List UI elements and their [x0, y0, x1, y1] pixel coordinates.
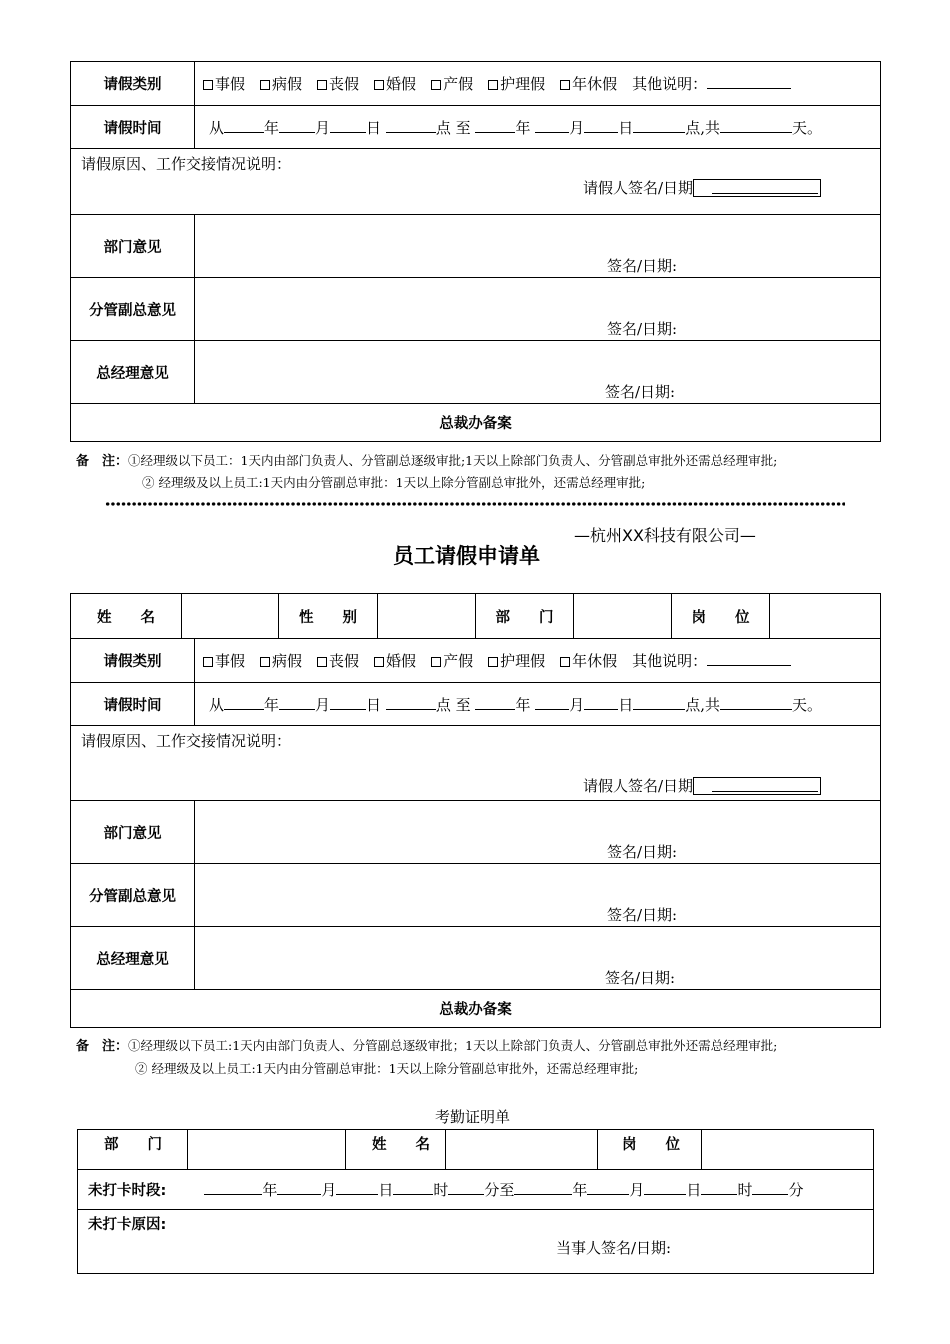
option-label: 病假 — [272, 75, 303, 93]
to-month-field[interactable] — [535, 696, 569, 710]
checkbox[interactable] — [203, 657, 213, 667]
total-suffix-text: 天。 — [792, 695, 823, 714]
gm-opinion-cell[interactable] — [195, 927, 881, 990]
hour-text: 时 — [737, 1181, 753, 1199]
to-hour-field[interactable] — [633, 696, 685, 710]
leave-type-options — [195, 639, 881, 683]
month-text: 月 — [569, 695, 585, 714]
president-record: 总裁办备案 — [71, 990, 881, 1028]
option-label: 事假 — [215, 75, 246, 93]
year-text: 年 — [262, 1181, 278, 1199]
dept-opinion-cell[interactable] — [195, 215, 881, 278]
missed-reason-label: 未打卡原因: — [88, 1217, 167, 1233]
signer-label: 请假人签名/日期 — [583, 777, 694, 795]
att-name-field[interactable] — [446, 1130, 598, 1170]
other-field[interactable] — [707, 652, 791, 666]
missed-to-year-field[interactable] — [514, 1181, 572, 1195]
minute-text: 分 — [788, 1181, 804, 1199]
to-hour-field[interactable] — [633, 119, 685, 133]
sign-date-label: 签名/日期: — [607, 257, 678, 275]
checkbox[interactable] — [203, 80, 213, 90]
minute-to-text: 分至 — [484, 1181, 515, 1199]
signer-signature-box[interactable] — [693, 179, 821, 197]
missed-to-day-field[interactable] — [644, 1181, 686, 1195]
att-dept-field[interactable] — [188, 1130, 346, 1170]
dept-opinion-label: 部门意见 — [71, 215, 195, 278]
gm-opinion-label: 总经理意见 — [71, 927, 195, 990]
dept-label: 部 门 — [476, 594, 574, 639]
total-prefix-text: 点,共 — [685, 118, 721, 137]
company-name: —杭州XX科技有限公司— — [574, 526, 756, 545]
gender-label: 性 别 — [279, 594, 378, 639]
year-text: 年 — [264, 118, 280, 137]
att-dept-label: 部 门 — [78, 1130, 188, 1170]
party-signer-label: 当事人签名/日期: — [556, 1239, 672, 1257]
vp-opinion-cell[interactable] — [195, 864, 881, 927]
attendance-title: 考勤证明单 — [435, 1108, 511, 1126]
month-text: 月 — [315, 695, 331, 714]
missed-from-hour-field[interactable] — [393, 1181, 433, 1195]
missed-to-month-field[interactable] — [587, 1181, 629, 1195]
gm-opinion-cell[interactable] — [195, 341, 881, 404]
checkbox[interactable] — [317, 657, 327, 667]
option-label: 产假 — [443, 652, 474, 670]
dept-field[interactable] — [574, 594, 672, 639]
from-day-field[interactable] — [330, 119, 366, 133]
option-label: 产假 — [443, 75, 474, 93]
to-month-field[interactable] — [535, 119, 569, 133]
vp-opinion-cell[interactable] — [195, 278, 881, 341]
name-field[interactable] — [182, 594, 279, 639]
day-text: 日 — [618, 118, 634, 137]
leave-form-main-body — [70, 638, 881, 1028]
month-text: 月 — [321, 1181, 337, 1199]
checkbox[interactable] — [431, 657, 441, 667]
to-text: 至 — [455, 118, 471, 137]
att-post-field[interactable] — [702, 1130, 874, 1170]
from-month-field[interactable] — [279, 119, 315, 133]
checkbox[interactable] — [374, 80, 384, 90]
sign-date-label: 签名/日期: — [607, 320, 678, 338]
missed-from-minute-field[interactable] — [448, 1181, 484, 1195]
checkbox[interactable] — [560, 657, 570, 667]
leave-type-label: 请假类别 — [71, 62, 195, 106]
missed-from-year-field[interactable] — [204, 1181, 262, 1195]
leave-time-label: 请假时间 — [71, 106, 195, 149]
missed-to-hour-field[interactable] — [701, 1181, 737, 1195]
leave-form-main — [70, 593, 881, 639]
reason-label: 请假原因、工作交接情况说明： — [81, 155, 292, 173]
to-text: 至 — [455, 695, 471, 714]
note-line-1: ①经理级以下员工：1天内由部门负责人、分管副总逐级审批;1天以上除部门负责人、分管副总审批外还需总经理审批; — [128, 453, 778, 468]
att-name-label: 姓 名 — [346, 1130, 446, 1170]
post-label: 岗 位 — [672, 594, 770, 639]
missed-from-month-field[interactable] — [277, 1181, 321, 1195]
checkbox[interactable] — [560, 80, 570, 90]
sign-date-label: 签名/日期: — [607, 843, 678, 861]
dept-opinion-label: 部门意见 — [71, 801, 195, 864]
day-text: 日 — [366, 118, 382, 137]
day-text: 日 — [686, 1181, 702, 1199]
sign-date-label: 签名/日期: — [605, 383, 676, 401]
day-text: 日 — [378, 1181, 394, 1199]
checkbox[interactable] — [374, 657, 384, 667]
gender-field[interactable] — [378, 594, 476, 639]
total-days-field[interactable] — [720, 696, 792, 710]
dept-opinion-cell[interactable] — [195, 801, 881, 864]
other-field[interactable] — [707, 75, 791, 89]
signer-label: 请假人签名/日期 — [583, 179, 694, 197]
month-text: 月 — [569, 118, 585, 137]
option-label: 年休假 — [572, 652, 618, 670]
vp-opinion-label: 分管副总意见 — [71, 278, 195, 341]
option-label: 事假 — [215, 652, 246, 670]
vp-opinion-label: 分管副总意见 — [71, 864, 195, 927]
signer-signature-box[interactable] — [693, 777, 821, 795]
cut-line — [105, 502, 845, 506]
year-text: 年 — [515, 118, 531, 137]
from-year-field[interactable] — [224, 119, 264, 133]
checkbox[interactable] — [260, 657, 270, 667]
from-year-field[interactable] — [224, 696, 264, 710]
total-prefix-text: 点,共 — [685, 695, 721, 714]
leave-time-label: 请假时间 — [71, 683, 195, 726]
missed-period-label: 未打卡时段: — [88, 1183, 167, 1199]
checkbox[interactable] — [488, 657, 498, 667]
option-label: 丧假 — [329, 75, 360, 93]
option-label: 年休假 — [572, 75, 618, 93]
year-text: 年 — [515, 695, 531, 714]
month-text: 月 — [315, 118, 331, 137]
missed-from-day-field[interactable] — [336, 1181, 378, 1195]
post-field[interactable] — [770, 594, 881, 639]
form-title: 员工请假申请单 — [393, 544, 540, 568]
reason-label: 请假原因、工作交接情况说明： — [81, 732, 292, 750]
gm-opinion-label: 总经理意见 — [71, 341, 195, 404]
to-day-field[interactable] — [584, 696, 618, 710]
total-days-field[interactable] — [720, 119, 792, 133]
hour-text: 点 — [435, 118, 451, 137]
leave-time-fields — [195, 106, 881, 149]
leave-type-label: 请假类别 — [71, 639, 195, 683]
from-text: 从 — [209, 695, 225, 714]
notes-head: 备 注： — [76, 1039, 129, 1054]
from-month-field[interactable] — [279, 696, 315, 710]
missed-to-minute-field[interactable] — [752, 1181, 788, 1195]
checkbox[interactable] — [260, 80, 270, 90]
note-line-2: ② 经理级及以上员工:1天内由分管副总审批：1天以上除分管副总审批外，还需总经理审批; — [135, 1061, 639, 1076]
notes-head: 备 注： — [76, 454, 129, 469]
leave-type-options — [195, 62, 881, 106]
att-reason-cell[interactable] — [78, 1210, 874, 1274]
reason-signer — [583, 775, 821, 796]
other-label: 其他说明： — [632, 652, 708, 670]
checkbox[interactable] — [317, 80, 327, 90]
from-hour-field[interactable] — [386, 119, 436, 133]
option-label: 病假 — [272, 652, 303, 670]
hour-text: 时 — [433, 1181, 449, 1199]
total-suffix-text: 天。 — [792, 118, 823, 137]
note-line-1: ①经理级以下员工:1天内由部门负责人、分管副总逐级审批；1天以上除部门负责人、分管副总审批外还需总经理审批; — [128, 1038, 778, 1053]
checkbox[interactable] — [488, 80, 498, 90]
president-record: 总裁办备案 — [71, 404, 881, 442]
year-text: 年 — [572, 1181, 588, 1199]
day-text: 日 — [618, 695, 634, 714]
month-text: 月 — [629, 1181, 645, 1199]
notes-bottom — [76, 1035, 777, 1054]
other-label: 其他说明： — [632, 75, 708, 93]
notes-top — [76, 450, 777, 469]
leave-time-fields — [195, 683, 881, 726]
from-day-field[interactable] — [330, 696, 366, 710]
attendance-form — [77, 1129, 874, 1274]
att-post-label: 岗 位 — [598, 1130, 702, 1170]
reason-cell[interactable] — [71, 726, 881, 801]
reason-signer — [583, 177, 821, 198]
leave-form-top — [70, 61, 881, 442]
reason-cell[interactable] — [71, 149, 881, 215]
option-label: 丧假 — [329, 652, 360, 670]
option-label: 护理假 — [500, 75, 546, 93]
option-label: 婚假 — [386, 75, 417, 93]
day-text: 日 — [366, 695, 382, 714]
hour-text: 点 — [435, 695, 451, 714]
att-missed-period-row — [78, 1170, 874, 1210]
option-label: 婚假 — [386, 652, 417, 670]
name-label: 姓 名 — [71, 594, 182, 639]
year-text: 年 — [264, 695, 280, 714]
from-text: 从 — [209, 118, 225, 137]
sign-date-label: 签名/日期: — [607, 906, 678, 924]
checkbox[interactable] — [431, 80, 441, 90]
to-year-field[interactable] — [475, 696, 515, 710]
to-year-field[interactable] — [475, 119, 515, 133]
note-line-2: ② 经理级及以上员工:1天内由分管副总审批：1天以上除分管副总审批外，还需总经理审批; — [142, 475, 646, 490]
from-hour-field[interactable] — [386, 696, 436, 710]
to-day-field[interactable] — [584, 119, 618, 133]
sign-date-label: 签名/日期: — [605, 969, 676, 987]
option-label: 护理假 — [500, 652, 546, 670]
